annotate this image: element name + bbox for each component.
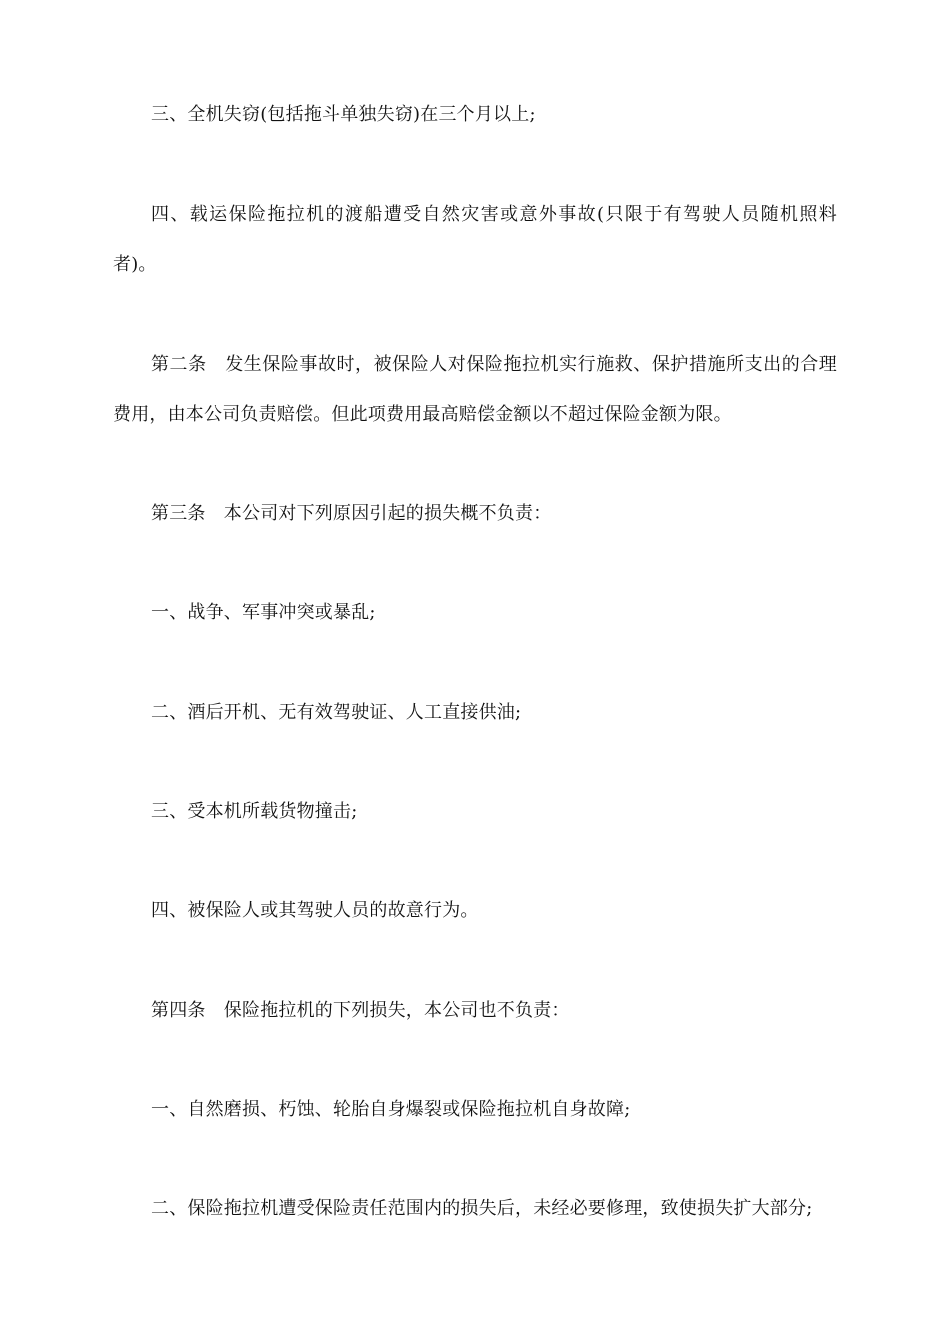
exclusion-item-drunk-driving: 二、酒后开机、无有效驾驶证、人工直接供油; [151, 702, 522, 723]
exclusion-item-intentional-act: 四、被保险人或其驾驶人员的故意行为。 [151, 900, 479, 921]
article-4-losses-heading: 第四条 保险拖拉机的下列损失，本公司也不负责： [151, 1000, 570, 1021]
clause-item-ferry-accident: 四、载运保险拖拉机的渡船遭受自然灾害或意外事故(只限于有驾驶人员随机照料者)。 [113, 204, 837, 275]
article-3-exclusions-heading: 第三条 本公司对下列原因引起的损失概不负责： [151, 503, 552, 524]
article-2-rescue-costs: 第二条 发生保险事故时，被保险人对保险拖拉机实行施救、保护措施所支出的合理费用，由本公司负责赔偿。但此项费用最高赔偿金额以不超过保险金额为限。 [113, 354, 837, 425]
exclusion-item-war: 一、战争、军事冲突或暴乱; [151, 602, 376, 623]
loss-item-wear-and-tear: 一、自然磨损、朽蚀、轮胎自身爆裂或保险拖拉机自身故障; [151, 1099, 631, 1120]
clause-item-theft: 三、全机失窃(包括拖斗单独失窃)在三个月以上; [151, 104, 536, 125]
loss-item-unrepaired-damage: 二、保险拖拉机遭受保险责任范围内的损失后，未经必要修理，致使损失扩大部分; [151, 1198, 813, 1219]
exclusion-item-cargo-impact: 三、受本机所载货物撞击; [151, 801, 358, 822]
